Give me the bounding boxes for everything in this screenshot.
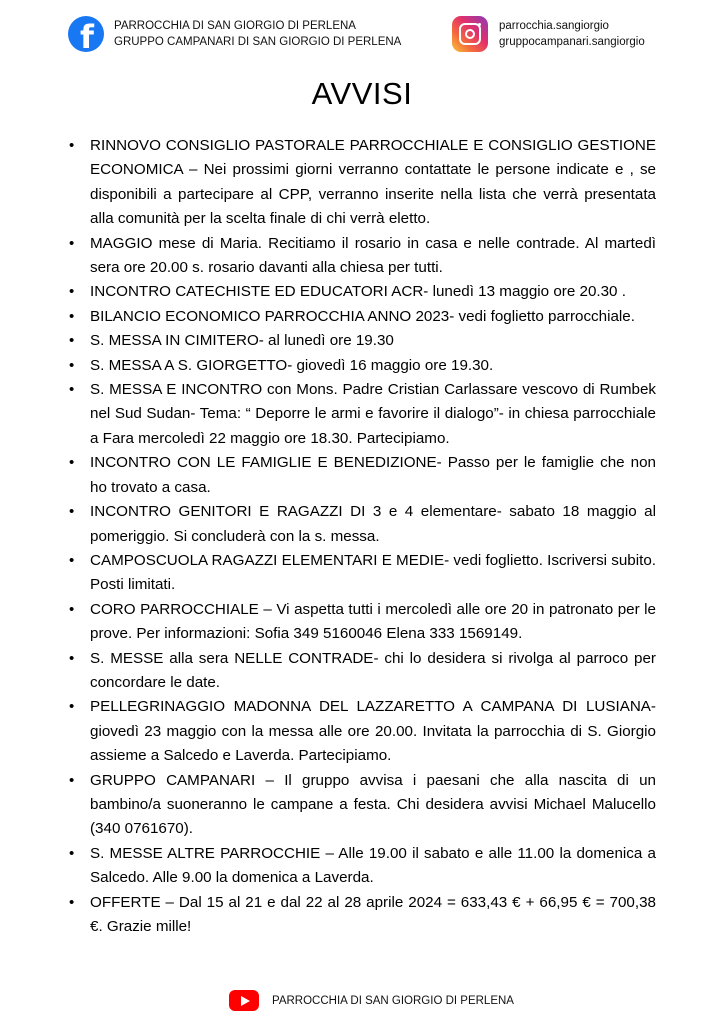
notice-item: • S. MESSA E INCONTRO con Mons. Padre Cristian Carlassare vescovo di Rumbek nel Sud Sudan- Tema: “ Deporre le armi e favorire il dialogo”- in chiesa parrocchiale a Fara mercoledì 22 maggio ore 18.30. Partecipiamo.: [90, 378, 656, 451]
notice-item: • BILANCIO ECONOMICO PARROCCHIA ANNO 2023- vedi foglietto parrocchiale.: [90, 305, 656, 329]
instagram-line-1: parrocchia.sangiorgio: [499, 20, 609, 32]
notice-item: • CAMPOSCUOLA RAGAZZI ELEMENTARI E MEDIE- vedi foglietto. Iscriversi subito. Posti limitati.: [90, 549, 656, 598]
instagram-line-2: gruppocampanari.sangiorgio: [499, 36, 645, 48]
youtube-icon[interactable]: [229, 990, 259, 1011]
notice-item: • GRUPPO CAMPANARI – Il gruppo avvisa i paesani che alla nascita di un bambino/a suoneranno le campane a festa. Chi desidera avvisi Michael Malucello (340 0761670).: [90, 769, 656, 842]
notice-item: • OFFERTE – Dal 15 al 21 e dal 22 al 28 aprile 2024 = 633,43 € + 66,95 € = 700,38 €. Grazie mille!: [90, 891, 656, 940]
facebook-line-2: GRUPPO CAMPANARI DI SAN GIORGIO DI PERLENA: [114, 36, 402, 48]
page-footer: [0, 986, 724, 1012]
notice-item: • INCONTRO CON LE FAMIGLIE E BENEDIZIONE- Passo per le famiglie che non ho trovato a casa.: [90, 451, 656, 500]
notice-item: • PELLEGRINAGGIO MADONNA DEL LAZZARETTO A CAMPANA DI LUSIANA- giovedì 23 maggio con la messa alle ore 20.00. Invitata la parrocchia di S. Giorgio assieme a Salcedo e Laverda. Partecipiamo.: [90, 695, 656, 768]
page-header: [0, 14, 724, 58]
notice-item: • S. MESSA IN CIMITERO- al lunedì ore 19.30: [90, 329, 656, 353]
notice-item: • RINNOVO CONSIGLIO PASTORALE PARROCCHIALE E CONSIGLIO GESTIONE ECONOMICA – Nei prossimi giorni verranno contattate le persone indicate e , se disponibili a partecipare al CPP, verranno inserite nella lista che verrà presentata alla comunità per la scelta finale di chi verrà eletto.: [90, 134, 656, 232]
notice-item: • CORO PARROCCHIALE – Vi aspetta tutti i mercoledì alle ore 20 in patronato per le prove. Per informazioni: Sofia 349 5160046 Elena 333 1569149.: [90, 598, 656, 647]
facebook-line-1: PARROCCHIA DI SAN GIORGIO DI PERLENA: [114, 20, 356, 32]
notice-item: • MAGGIO mese di Maria. Recitiamo il rosario in casa e nelle contrade. Al martedì sera ore 20.00 s. rosario davanti alla chiesa per tutti.: [90, 232, 656, 281]
instagram-icon[interactable]: [452, 16, 488, 52]
notice-item: • S. MESSE ALTRE PARROCCHIE – Alle 19.00 il sabato e alle 11.00 la domenica a Salcedo. Alle 9.00 la domenica a Laverda.: [90, 842, 656, 891]
youtube-channel-text: PARROCCHIA DI SAN GIORGIO DI PERLENA: [272, 995, 514, 1007]
notice-list: [90, 134, 656, 939]
facebook-account-text: [114, 18, 401, 50]
notice-item: • INCONTRO GENITORI E RAGAZZI DI 3 e 4 elementare- sabato 18 maggio al pomeriggio. Si concluderà con la s. messa.: [90, 500, 656, 549]
instagram-account-text: [499, 18, 645, 50]
page-title: AVVISI: [311, 76, 413, 111]
notice-item: • S. MESSA A S. GIORGETTO- giovedì 16 maggio ore 19.30.: [90, 354, 656, 378]
facebook-icon[interactable]: f: [68, 16, 104, 52]
notice-item: • INCONTRO CATECHISTE ED EDUCATORI ACR- lunedì 13 maggio ore 20.30 .: [90, 280, 656, 304]
notice-item: • S. MESSE alla sera NELLE CONTRADE- chi lo desidera si rivolga al parroco per concordare le date.: [90, 647, 656, 696]
